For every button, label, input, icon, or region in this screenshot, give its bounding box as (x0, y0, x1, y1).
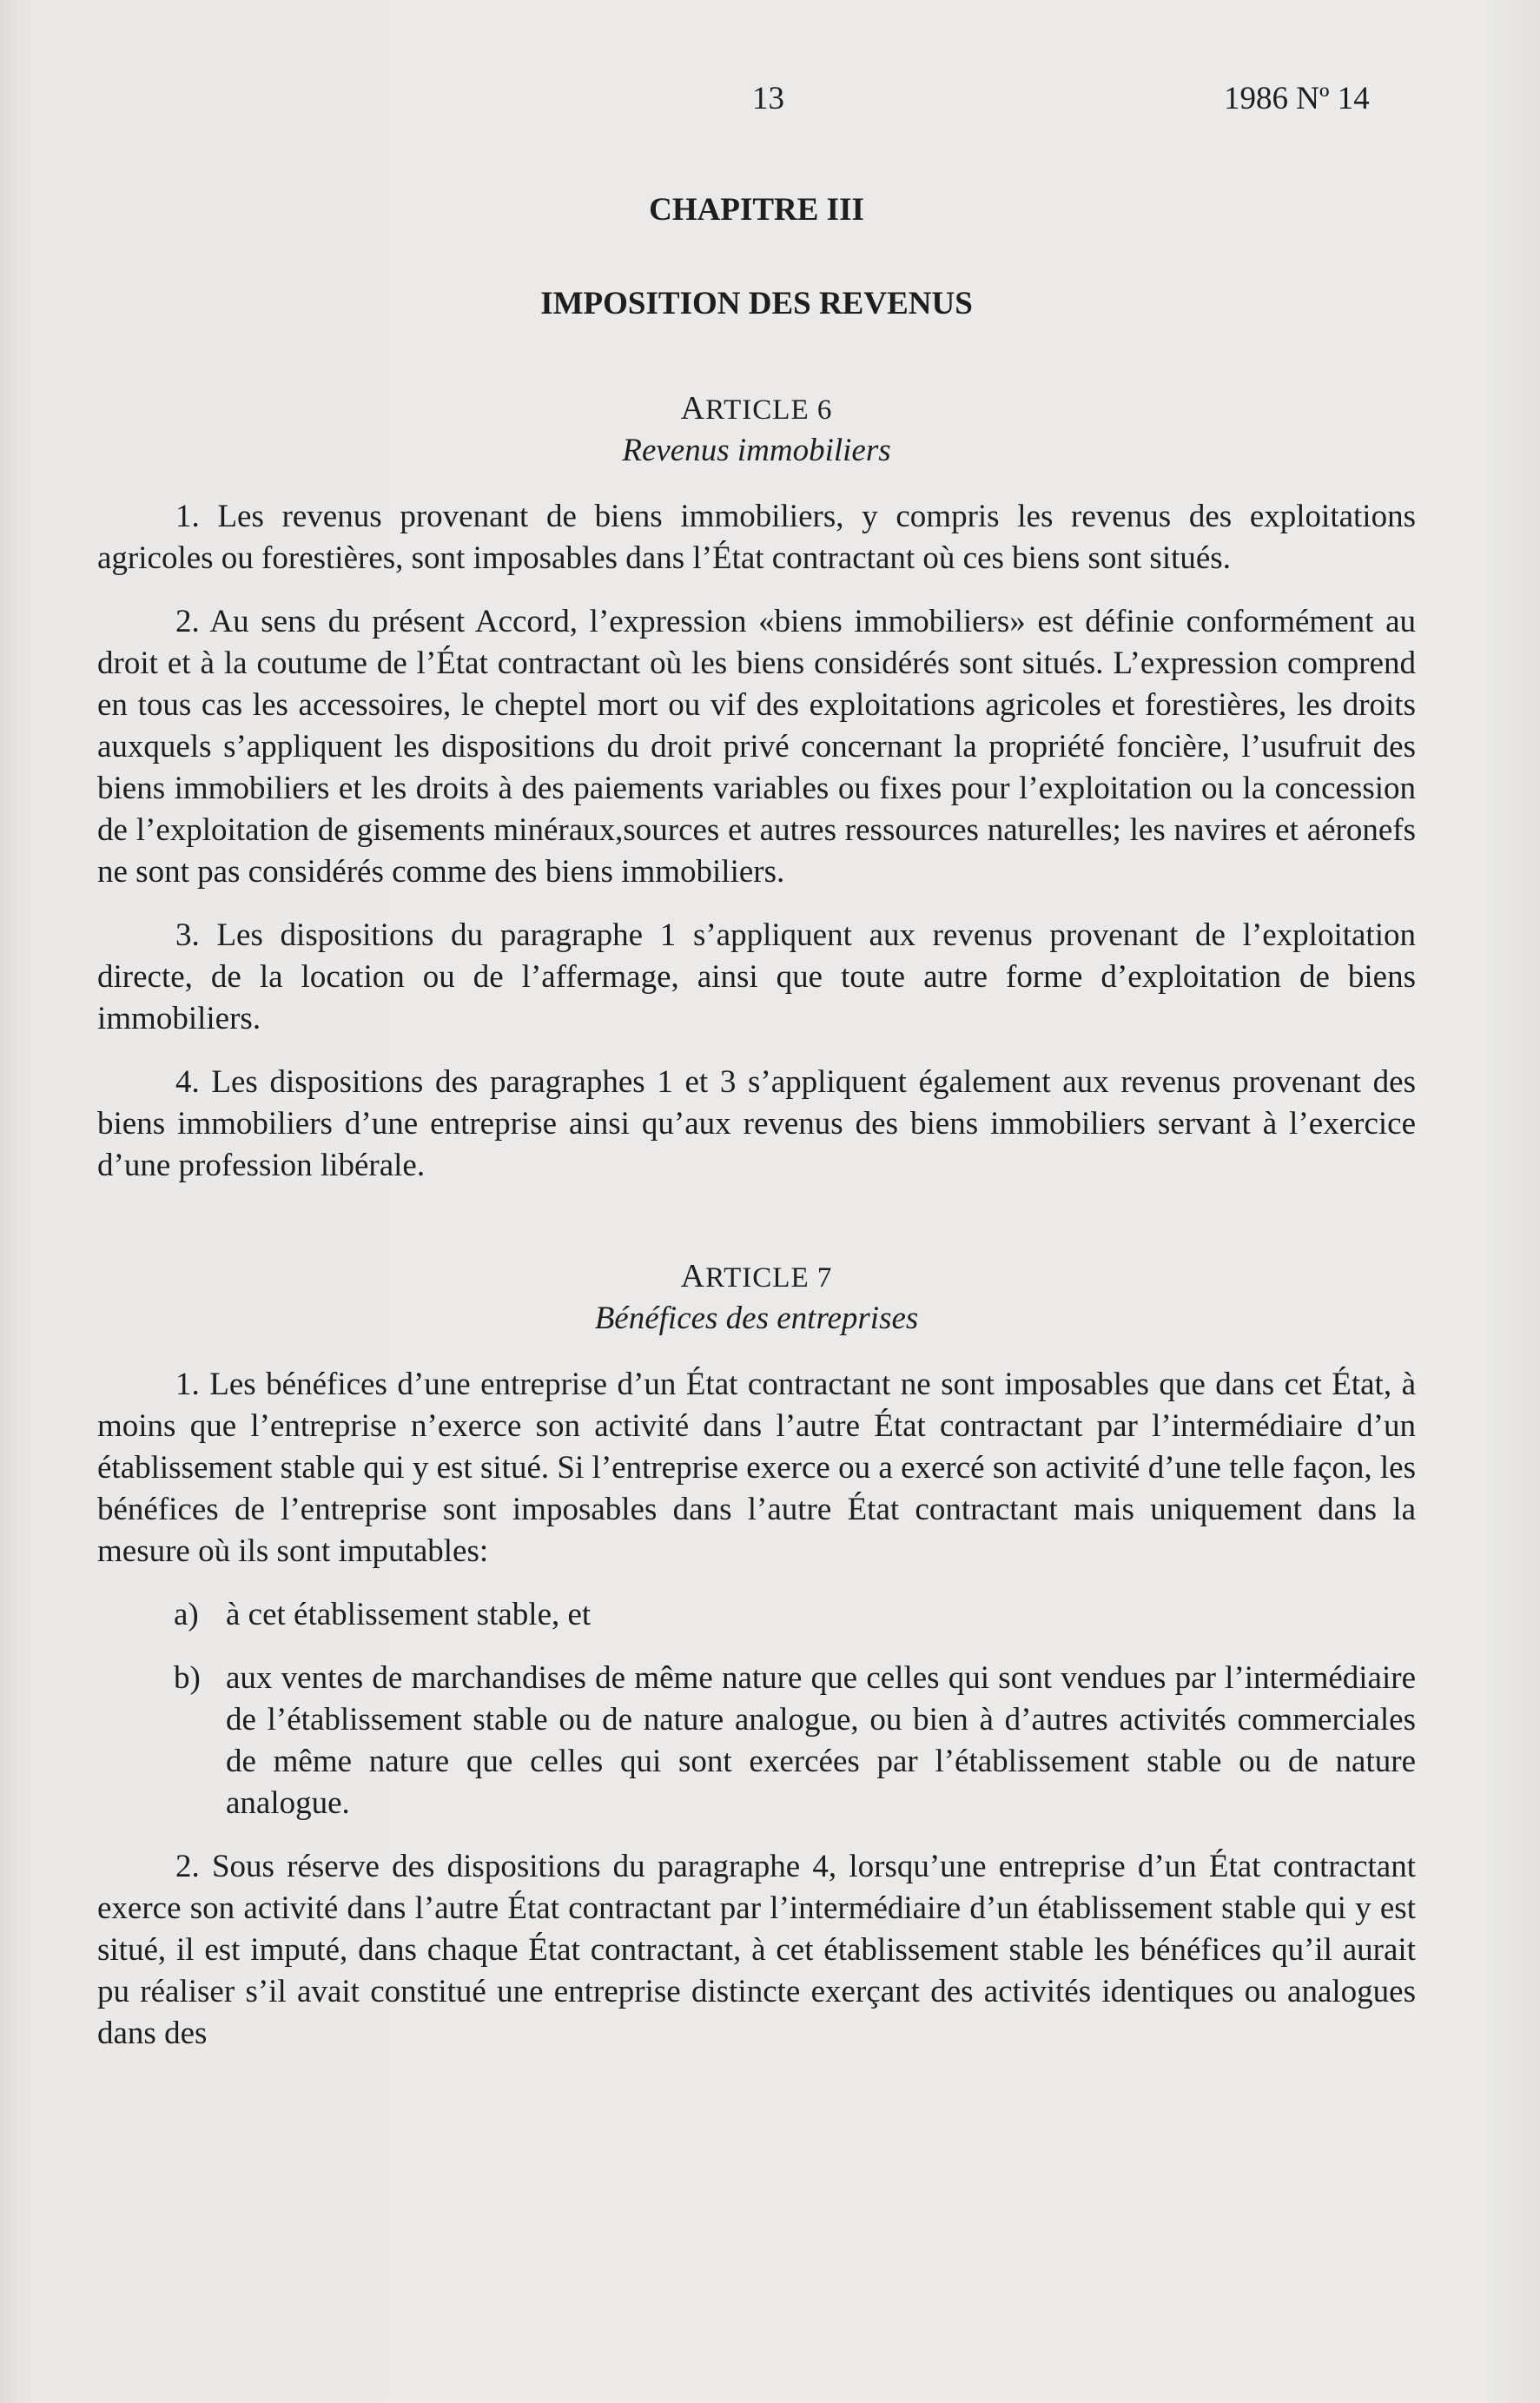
article-7-paragraph-1: 1. Les bénéfices d’une entreprise d’un État contractant ne sont imposables que dans cet État, à moins que l’entreprise n’exerce son activité dans l’autre État contractant par l’intermédiaire d’un établissement stable qui y est situé. Si l’entreprise exerce ou a exercé son activité d’une telle façon, les bénéfices de l’entreprise sont imposables dans l’autre État contractant mais uniquement dans la mesure où ils sont imputables: (97, 1367, 1416, 1569)
article-7-heading-rest: RTICLE 7 (705, 1262, 833, 1294)
article-7-list-item-a (97, 1594, 1416, 1636)
article-7-heading-lead: A (680, 1258, 706, 1294)
list-item-text: à cet établissement stable, et (226, 1597, 592, 1632)
article-6-heading-lead: A (680, 390, 706, 427)
chapter-title: IMPOSITION DES REVENUS (540, 286, 973, 321)
page-header (0, 80, 1540, 132)
article-6-paragraph-3: 3. Les dispositions du paragraphe 1 s’appliquent aux revenus provenant de l’exploitation directe, de la location ou de l’affermage, ainsi que toute autre forme d’exploitation de biens immobiliers. (97, 917, 1416, 1036)
article-7-paragraph-2: 2. Sous réserve des dispositions du paragraphe 4, lorsqu’une entreprise d’un État contractant exerce son activité dans l’autre État contractant par l’intermédiaire d’un établissement stable qui y est situé, il est imputé, dans chaque État contractant, à cet établissement stable les bénéfices qu’il aurait pu réaliser s’il avait constitué une entreprise distincte exerçant des activités identiques ou analogues dans des (97, 1849, 1416, 2051)
article-6-paragraph-1: 1. Les revenus provenant de biens immobiliers, y compris les revenus des exploitations agricoles ou forestières, sont imposables dans l’État contractant où ces biens sont situés. (97, 499, 1416, 576)
article-7-list-item-b (97, 1658, 1416, 1824)
article-7-heading (97, 1256, 1416, 1298)
list-marker: a) (174, 1597, 199, 1632)
list-item-text: aux ventes de marchandises de même nature que celles qui sont vendues par l’intermédiaire de l’établissement stable ou de nature analogue, ou bien à d’autres activités commerciales de même nature que celles qui sont exercées par l’établissement stable ou de nature analogue. (226, 1660, 1416, 1821)
article-6-paragraph-4: 4. Les dispositions des paragraphes 1 et 3 s’appliquent également aux revenus provenant des biens immobiliers d’une entreprise ainsi qu’aux revenus des biens immobiliers servant à l’exercice d’une profession libérale. (97, 1064, 1416, 1183)
list-marker: b) (174, 1660, 201, 1696)
article-6-subtitle: Revenus immobiliers (622, 433, 891, 468)
year-number: 1986 Nº 14 (1224, 81, 1370, 116)
article-6-paragraph-2: 2. Au sens du présent Accord, l’expression «biens immobiliers» est définie conformément au droit et à la coutume de l’État contractant où les biens considérés sont situés. L’expression comprend en tous cas les accessoires, le cheptel mort ou vif des exploitations agricoles et forestières, les droits auxquels s’appliquent les dispositions du droit privé concernant la propriété foncière, l’usufruit des biens immobiliers et les droits à des paiements variables ou fixes pour l’exploitation ou la concession de l’exploitation de gisements minéraux,sources et autres ressources naturelles; les navires et aéronefs ne sont pas considérés comme des biens immobiliers. (97, 604, 1416, 890)
document-body (97, 189, 1416, 2076)
article-6-heading (97, 388, 1416, 430)
page-number: 13 (752, 81, 784, 116)
article-6-heading-rest: RTICLE 6 (705, 394, 833, 426)
article-7-subtitle: Bénéfices des entreprises (594, 1301, 919, 1336)
chapter-number: CHAPITRE III (649, 192, 864, 228)
